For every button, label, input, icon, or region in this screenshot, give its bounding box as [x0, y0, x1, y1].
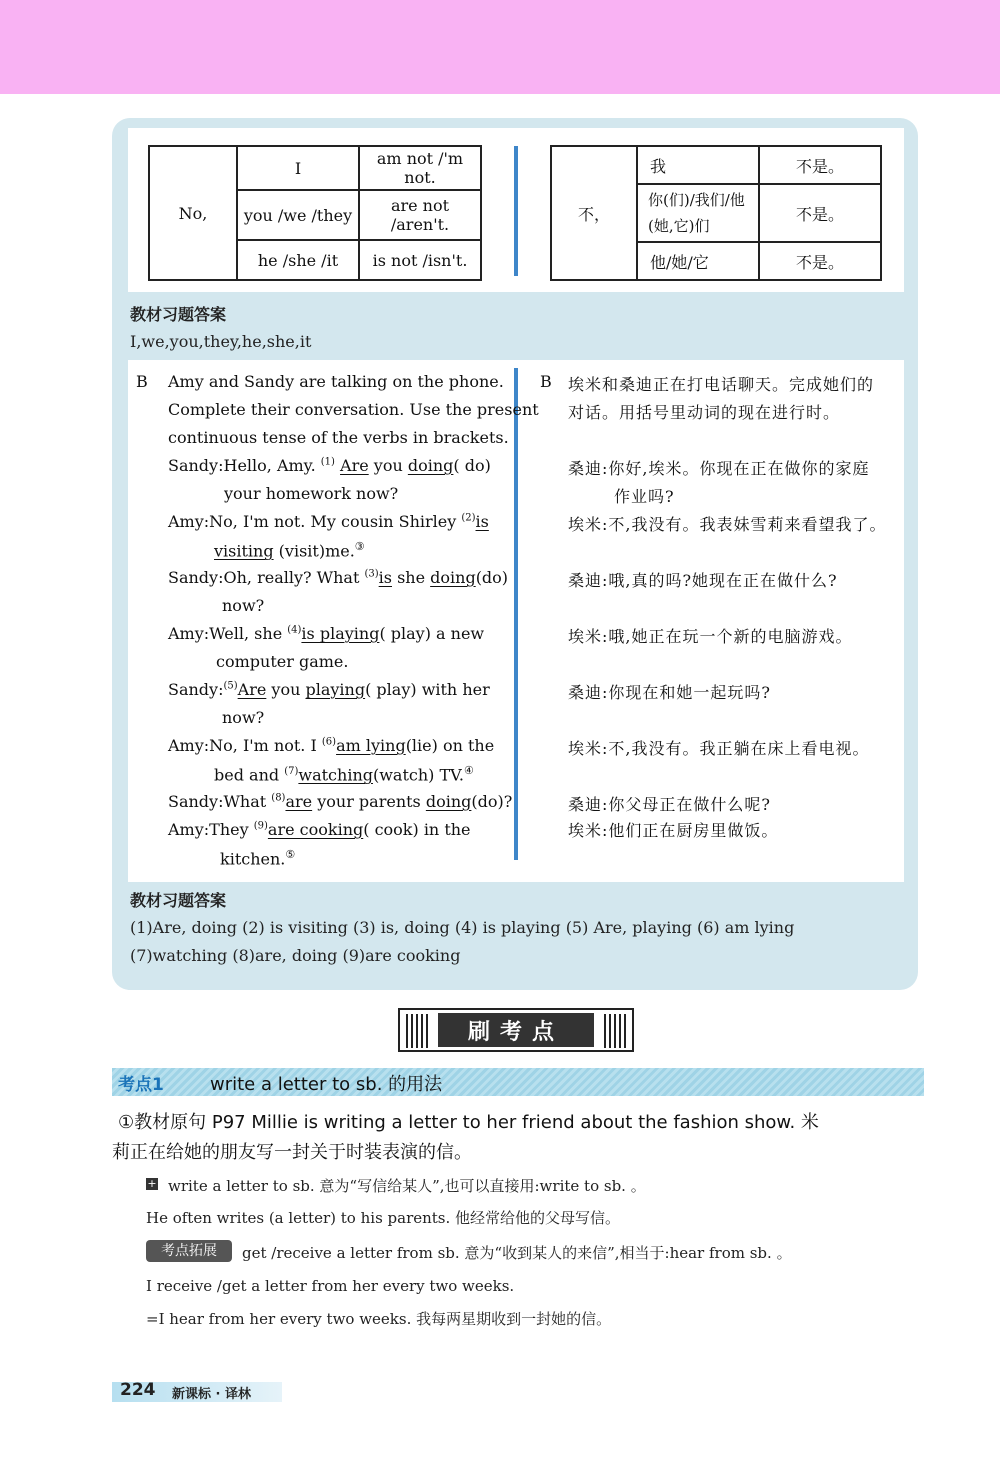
note-mark: ⑤ — [285, 848, 296, 861]
dialogue-line-cn: 桑迪:你现在和她一起玩吗? — [568, 683, 771, 702]
dialogue-line: Amy:No, I'm not. I $^{(6)}$am lying(lie) on the — [168, 736, 495, 755]
speaker: Sandy: — [168, 792, 224, 811]
dialogue-line-cn: 桑迪:你好,埃米。你现在正在做你的家庭 — [568, 459, 870, 478]
answer-text: (7)watching (8)are, doing (9)are cooking — [130, 946, 461, 965]
dialogue-line: Sandy:Hello, Amy. $^{(1)}$ Are you doing( do) — [168, 456, 491, 475]
dialogue-line-cn: 埃米:哦,她正在玩一个新的电脑游戏。 — [568, 627, 853, 646]
speaker: Sandy: — [168, 568, 224, 587]
top-color-band — [0, 0, 1000, 94]
dialogue-line: Sandy:$^{(5)}$Are you playing( play) with her — [168, 680, 490, 699]
kaodian-title: write a letter to sb. 的用法 — [210, 1074, 443, 1095]
source-translation: 莉正在给她的朋友写一封关于时装表演的信。 — [112, 1142, 472, 1163]
column-divider — [514, 146, 518, 276]
page-number: 224 — [120, 1380, 156, 1400]
instruction-line: Complete their conversation. Use the present — [168, 400, 539, 419]
dialogue-cont: visiting (visit)me.③ — [214, 540, 365, 561]
example-text: I receive /get a letter from her every two weeks. — [146, 1277, 515, 1295]
example-text: He often writes (a letter) to his parents. 他经常给他的父母写信。 — [146, 1209, 621, 1227]
table-cn-verb: 不是。 — [759, 146, 881, 184]
source-sentence: ①教材原句 P97 Millie is writing a letter to her friend about the fashion show. 米 — [118, 1112, 819, 1133]
dialogue-line-cn: 埃米:不,我没有。我正躺在床上看电视。 — [568, 739, 870, 758]
dialogue-line: Amy:They $^{(9)}$are cooking( cook) in the — [168, 820, 471, 839]
dialogue-line: Amy:No, I'm not. My cousin Shirley $^{(2)}$is — [168, 512, 489, 531]
answer-blank: visiting — [214, 541, 274, 561]
dialogue-line-cn: 桑迪:哦,真的吗?她现在正在做什么? — [568, 571, 838, 590]
table-en-no-cell: No, — [149, 146, 237, 280]
dialogue-cont: now? — [222, 708, 265, 727]
table-en-verb: am not /'m not. — [359, 146, 481, 190]
answer-blank: doing — [425, 792, 472, 811]
speaker: Amy: — [168, 736, 210, 755]
table-en-subject: you /we /they — [237, 190, 359, 240]
dialogue-line-cn: 桑迪:你父母正在做什么呢? — [568, 795, 771, 814]
answer-heading: 教材习题答案 — [130, 891, 227, 910]
answer-blank: is playing — [301, 624, 380, 643]
note-text: get /receive a letter from sb. 意为“收到某人的来信”,相当于:hear from sb. 。 — [242, 1244, 792, 1262]
answer-blank: is — [378, 568, 392, 587]
answer-blank: Are — [340, 456, 369, 475]
speaker: Amy: — [168, 820, 210, 839]
speaker: Sandy: — [168, 456, 224, 475]
speaker: Sandy: — [168, 680, 224, 699]
dialogue-line-cn: 埃米:他们正在厨房里做饭。 — [568, 821, 779, 840]
table-en-subject: he /she /it — [237, 240, 359, 280]
table-cn-verb: 不是。 — [759, 242, 881, 280]
dialogue-cont: kitchen.⑤ — [220, 848, 296, 869]
title-bars-right — [604, 1014, 626, 1048]
plus-icon: + — [147, 1177, 157, 1190]
instruction-line: Amy and Sandy are talking on the phone. — [168, 372, 504, 391]
answer-blank: watching — [298, 765, 373, 785]
answer-text: I,we,you,they,he,she,it — [130, 332, 312, 351]
answer-blank: is — [475, 512, 489, 531]
answer-blank: doing — [407, 456, 454, 475]
speaker: Amy: — [168, 512, 210, 531]
table-en-verb: are not /aren't. — [359, 190, 481, 240]
dialogue-line-cn: 作业吗? — [614, 487, 675, 506]
note-mark: ④ — [464, 764, 474, 777]
exercise-label-cn: B — [540, 372, 553, 391]
note-mark: ③ — [354, 540, 365, 553]
table-cn-subject: 我 — [637, 146, 759, 184]
table-en — [148, 145, 482, 281]
dialogue-line-cn: 埃米:不,我没有。我表妹雪莉来看望我了。 — [568, 515, 887, 534]
table-en-verb: is not /isn't. — [359, 240, 481, 280]
exercise-label-en: B — [136, 372, 148, 391]
dialogue-line: Sandy:Oh, really? What $^{(3)}$is she doing(do) — [168, 568, 509, 587]
answer-blank: doing — [430, 568, 476, 587]
dialogue-cont: now? — [222, 596, 265, 615]
answer-blank: are cooking — [267, 820, 364, 839]
dialogue-line: Sandy:What $^{(8)}$are your parents doing(do)? — [168, 792, 513, 811]
answer-blank: am lying — [336, 736, 406, 755]
series-name: 新课标 · 译林 — [172, 1387, 251, 1402]
table-cn-no-cell: 不， — [551, 146, 637, 280]
example-text: =I hear from her every two weeks. 我每两星期收到一封她的信。 — [146, 1310, 612, 1328]
extension-tag: 考点拓展 — [146, 1240, 232, 1262]
section-title: 刷考点 — [438, 1013, 594, 1047]
title-bars-left — [406, 1014, 428, 1048]
answer-blank: are — [285, 792, 313, 811]
section-title-box — [398, 1008, 634, 1052]
table-cn-verb: 不是。 — [759, 184, 881, 242]
instruction-line: continuous tense of the verbs in brackets. — [168, 428, 509, 447]
instruction-line: 对话。用括号里动词的现在进行时。 — [568, 403, 841, 422]
table-cn-subject: 你(们)/我们/他(她,它)们 — [637, 184, 759, 242]
table-cn — [550, 145, 882, 281]
dialogue-cont: your homework now? — [224, 484, 399, 503]
speaker: Amy: — [168, 624, 210, 643]
answer-heading: 教材习题答案 — [130, 305, 227, 324]
dialogue-cont: computer game. — [216, 652, 349, 671]
instruction-line: 埃米和桑迪正在打电话聊天。完成她们的 — [568, 375, 875, 394]
answer-blank: Are — [237, 680, 267, 699]
answer-text: (1)Are, doing (2) is visiting (3) is, doing (4) is playing (5) Are, playing (6) am lying — [130, 918, 795, 937]
dialogue-line: Amy:Well, she $^{(4)}$is playing( play) a new — [168, 624, 485, 643]
dialogue-cont: bed and $^{(7)}$watching(watch) TV.④ — [214, 764, 474, 785]
table-en-subject: I — [237, 146, 359, 190]
kaodian-label: 考点1 — [118, 1075, 164, 1095]
table-cn-subject: 他/她/它 — [637, 242, 759, 280]
note-text: write a letter to sb. 意为“写信给某人”,也可以直接用:write to sb. 。 — [168, 1177, 646, 1195]
column-divider — [514, 368, 518, 860]
answer-blank: playing — [305, 680, 366, 699]
